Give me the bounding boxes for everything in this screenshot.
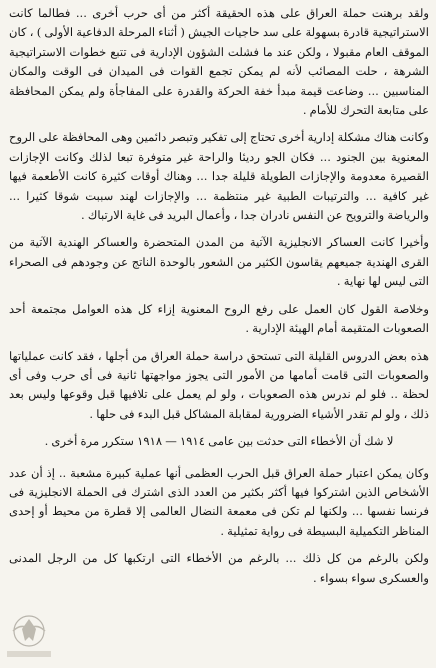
watermark-banner bbox=[7, 651, 51, 657]
paragraph-morale-problem: وكانت هناك مشكلة إدارية أخرى تحتاج إلى تفكير وتبصر دائمين وهى المحافظة على الروح المعنوية بين الجنود ... فكان الجو رديئا والراحة غير متوفرة تبعا لذلك وكانت الإجازات القصيرة معدومة والإجازات الطويلة قليلة جدا ... وهناك أوقات كثيرة كانت الأطعمة فيها غير كافية ... والترتيبات الطبية غير منتظمة ... والإجازات لهند سببت شوقا كثيرا ... والرياضة والترويح عن النفس نادران جدا ، وأعمال البريد فى غاية الارتباك . bbox=[9, 130, 429, 223]
paragraph-lessons: هذه بعض الدروس القليلة التى تستحق دراسة حملة العراق من أجلها ، فقد كانت عملياتها والصعوبات التى قامت أمامها من الأمور التى يجوز مواجهتها ثانية فى أى حرب وفى أى لحظة .. فلو لم ندرس هذه الصعوبات ، ولو لم يعمل على تلافيها قبل وقوعها وليس بعد ذلك ، ولو لم تقدر الأشياء الضرورية لمقابلة المشاكل قبل البدء فى حلها . bbox=[9, 348, 429, 421]
paragraph-mistakes-repeat: لا شك أن الأخطاء التى حدثت بين عامى ١٩١٤ — ١٩١٨ ستكرر مرة أخرى . bbox=[44, 434, 394, 449]
forum-watermark-logo bbox=[3, 611, 55, 663]
paragraph-campaign-scale: وكان يمكن اعتبار حملة العراق قبل الحرب العظمى أنها عملية كبيرة مشعبة .. إذ أن عدد الأشخاص الذين اشتركوا فيها أكثر بكثير من العدد الذى اشترك فى الحملة الانجليزية فى فرنسا نفسها ... ولكنها لم تكن فى معمعة النضال العالمى إلا قطرة من محيط أو إحدى المناظر التكميلية البسيطة فى رواية تمثيلية . bbox=[9, 465, 429, 538]
paragraph-soldiers-loneliness: وأخيرا كانت العساكر الانجليزية الآتية من المدن المتحضرة والعساكر الهندية الآتية من القرى الهندية جميعهم يقاسون الكثير من الشعور بالوحدة الناتج عن وجودهم فى الصحراء التى ليس لها نهاية . bbox=[9, 235, 429, 289]
eagle-emblem-icon bbox=[22, 619, 36, 641]
paragraph-campaign-lesson: ولقد برهنت حملة العراق على هذه الحقيقة أكثر من أى حرب أخرى ... فطالما كانت الاستراتيجية قادرة بسهولة على سد حاجيات الجيش ( أثناء المرحلة الدفاعية الأولى ) ، كان الموقف العام مقبولا ، ولكن عند ما فشلت الشؤون الإدارية فى تتبع خطوات الاستراتيجية الشرهة ، حلت المصائب لأنه لم يمكن تجمع القوات فى الميدان فى الوقت والمكان المناسبين ... وضاعت قيمة مبدأ خفة الحركة والقدرة على المفاجأة ولم يمكن المحافظة على متابعة التحرك للأمام . bbox=[9, 6, 429, 118]
paragraph-closing: ولكن بالرغم من كل ذلك ... بالرغم من الأخطاء التى ارتكبها كل من الرجل المدنى والعسكرى سواء بسواء . bbox=[9, 551, 429, 585]
paragraph-summary: وخلاصة القول كان العمل على رفع الروح المعنوية إزاء كل هذه العوامل مجتمعة أحد الصعوبات المتقيمة أمام الهيئة الإدارية . bbox=[9, 301, 429, 336]
